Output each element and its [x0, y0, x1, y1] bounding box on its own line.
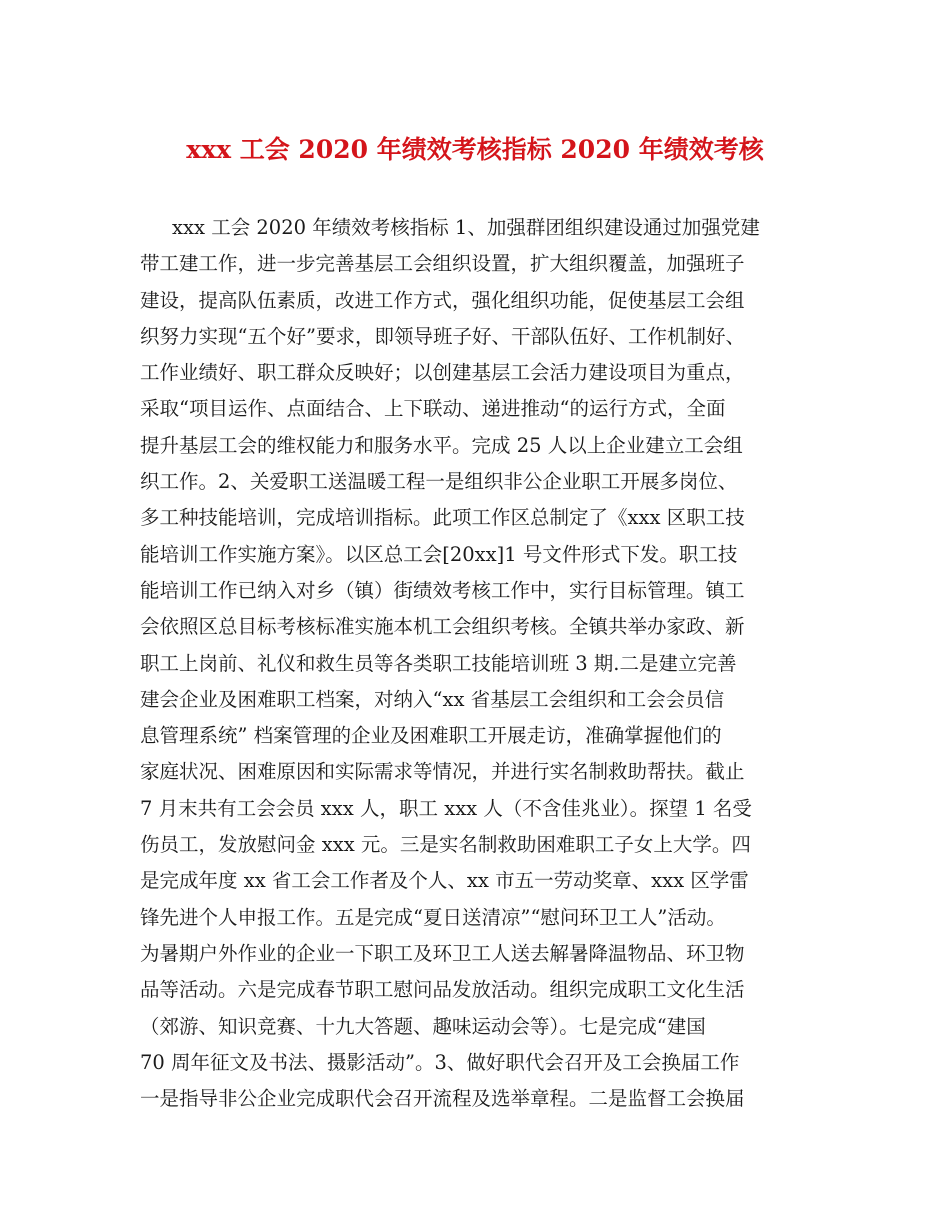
text-line: 织努力实现“五个好”要求，即领导班子好、干部队伍好、工作机制好、	[140, 324, 745, 348]
text-line: 会依照区总目标考核标准实施本机工会组织考核。全镇共举办家政、新	[140, 615, 745, 639]
text-line: 建设，提高队伍素质，改进工作方式，强化组织功能，促使基层工会组	[140, 288, 745, 312]
text-line: xxx 工会 2020 年绩效考核指标 1、加强群团组织建设通过加强党建	[172, 216, 760, 239]
document-body	[140, 210, 820, 1117]
text-line: 能培训工作已纳入对乡（镇）街绩效考核工作中，实行目标管理。镇工	[140, 578, 745, 602]
text-line: 为暑期户外作业的企业一下职工及环卫工人送去解暑降温物品、环卫物	[140, 941, 745, 965]
text-line: 锋先进个人申报工作。五是完成“夏日送清凉”“慰问环卫工人”活动。	[140, 905, 726, 929]
text-line: 织工作。2、关爱职工送温暖工程一是组织非公企业职工开展多岗位、	[140, 470, 738, 494]
text-line: 是完成年度 xx 省工会工作者及个人、xx 市五一劳动奖章、xxx 区学雷	[140, 869, 749, 893]
text-line: 采取“项目运作、点面结合、上下联动、递进推动“的运行方式，全面	[140, 397, 726, 421]
text-line: 7 月末共有工会会员 xxx 人，职工 xxx 人（不含佳兆业）。探望 1 名受	[140, 796, 752, 820]
text-line: 息管理系统” 档案管理的企业及困难职工开展走访，准确掌握他们的	[140, 724, 722, 748]
text-line: 工作业绩好、职工群众反映好；以创建基层工会活力建设项目为重点，	[140, 361, 745, 385]
text-line: 品等活动。六是完成春节职工慰问品发放活动。组织完成职工文化生活	[140, 978, 745, 1002]
text-line: （郊游、知识竞赛、十九大答题、趣味运动会等）。七是完成“建国	[140, 1014, 706, 1038]
document-title: xxx 工会 2020 年绩效考核指标 2020 年绩效考核	[186, 135, 764, 164]
text-line: 70 周年征文及书法、摄影活动”。3、做好职代会召开及工会换届工作	[140, 1050, 740, 1074]
text-line: 建会企业及困难职工档案，对纳入“xx 省基层工会组织和工会会员信	[140, 687, 725, 711]
text-line: 带工建工作，进一步完善基层工会组织设置，扩大组织覆盖，加强班子	[140, 252, 745, 276]
text-line: 能培训工作实施方案》。以区总工会[20xx]1 号文件形式下发。职工技	[140, 542, 738, 566]
text-line: 职工上岗前、礼仪和救生员等各类职工技能培训班 3 期.二是建立完善	[140, 651, 737, 675]
text-line: 多工种技能培训，完成培训指标。此项工作区总制定了《xxx 区职工技	[140, 506, 745, 530]
text-line: 一是指导非公企业完成职代会召开流程及选举章程。二是监督工会换届	[140, 1087, 745, 1111]
text-line: 提升基层工会的维权能力和服务水平。完成 25 人以上企业建立工会组	[140, 433, 743, 457]
text-line: 家庭状况、困难原因和实际需求等情况，并进行实名制救助帮扶。截止	[140, 760, 745, 784]
text-line: 伤员工，发放慰问金 xxx 元。三是实名制救助困难职工子女上大学。四	[140, 833, 751, 857]
